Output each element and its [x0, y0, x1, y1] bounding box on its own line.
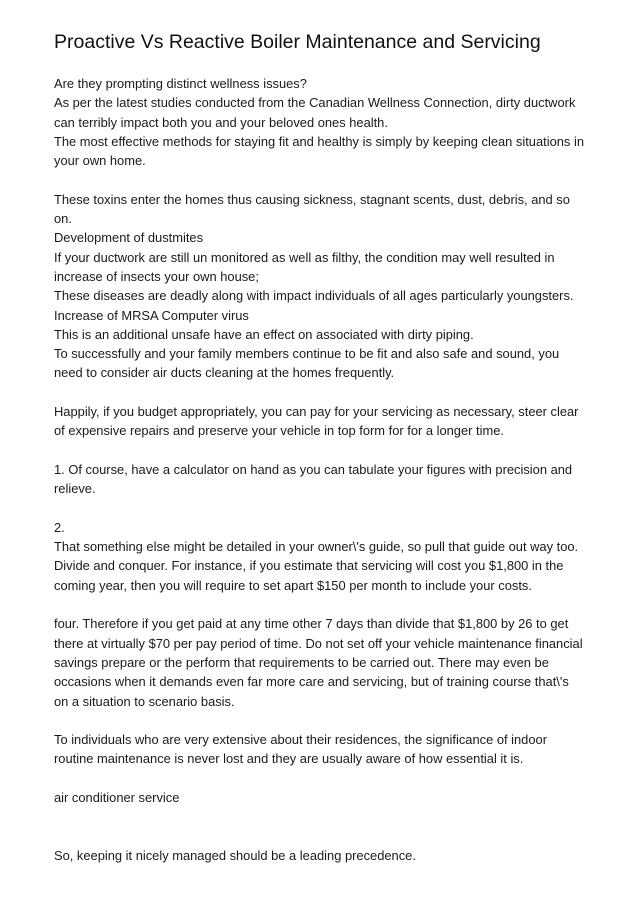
paragraph-gap: [54, 711, 594, 730]
document-body: [54, 74, 594, 865]
text-line: These diseases are deadly along with impact individuals of all ages particularly youngsters.: [54, 288, 574, 304]
text-line: Development of dustmites: [54, 230, 204, 246]
text-line: can terribly impact both you and your beloved ones health.: [54, 114, 388, 130]
paragraph-gap: [54, 441, 594, 460]
text-line: need to consider air ducts cleaning at the homes frequently.: [54, 365, 395, 381]
text-line: To successfully and your family members continue to be fit and also safe and sound, you: [54, 346, 560, 362]
text-line: four. Therefore if you get paid at any time other 7 days than divide that $1,800 by 26 to get: [54, 616, 569, 632]
text-line: Divide and conquer. For instance, if you estimate that servicing will cost you $1,800 in the: [54, 558, 564, 574]
paragraph-gap: [54, 769, 594, 788]
text-line: 2.: [54, 519, 65, 535]
text-line: If your ductwork are still un monitored as well as filthy, the condition may well resulted in: [54, 249, 555, 265]
text-line: The most effective methods for staying fit and healthy is simply by keeping clean situations in: [54, 133, 584, 149]
text-line: your own home.: [54, 153, 146, 169]
text-line: on a situation to scenario basis.: [54, 693, 235, 709]
text-line: relieve.: [54, 481, 96, 497]
text-line: To individuals who are very extensive about their residences, the significance of indoor: [54, 732, 547, 748]
paragraph-gap: [54, 499, 594, 518]
text-line: This is an additional unsafe have an effect on associated with dirty piping.: [54, 326, 474, 342]
text-line: Are they prompting distinct wellness issues?: [54, 76, 307, 91]
paragraph-gap: [54, 170, 594, 189]
text-line: air conditioner service: [54, 789, 180, 805]
text-line: These toxins enter the homes thus causing sickness, stagnant scents, dust, debris, and so: [54, 191, 570, 207]
text-line: occasions when it demands even far more care and servicing, but of training course that\'s: [54, 674, 569, 690]
paragraph-gap: [54, 807, 594, 826]
text-line: on.: [54, 211, 72, 227]
text-line: increase of insects your own house;: [54, 268, 259, 284]
paragraph-gap: [54, 827, 594, 846]
text-line: savings prepare or the perform that requirements to be carried out. There may even be: [54, 654, 549, 670]
document-title: Proactive Vs Reactive Boiler Maintenance and Servicing: [54, 31, 541, 53]
text-line: Increase of MRSA Computer virus: [54, 307, 249, 323]
text-line: As per the latest studies conducted from the Canadian Wellness Connection, dirty ductwork: [54, 95, 576, 111]
paragraph-gap: [54, 383, 594, 402]
text-line: of expensive repairs and preserve your vehicle in top form for for a longer time.: [54, 423, 504, 439]
paragraph-gap: [54, 595, 594, 614]
text-line: there at virtually $70 per pay period of time. Do not set off your vehicle maintenance financial: [54, 635, 583, 651]
text-line: 1. Of course, have a calculator on hand as you can tabulate your figures with precision and: [54, 461, 573, 477]
text-line: So, keeping it nicely managed should be a leading precedence.: [54, 847, 416, 863]
text-line: coming year, then you will require to set apart $150 per month to include your costs.: [54, 577, 532, 593]
text-line: routine maintenance is never lost and they are usually aware of how essential it is.: [54, 751, 524, 767]
text-line: That something else might be detailed in your owner\'s guide, so pull that guide out way too.: [54, 539, 579, 555]
text-line: Happily, if you budget appropriately, you can pay for your servicing as necessary, steer clear: [54, 404, 579, 420]
document-page: [54, 30, 594, 865]
